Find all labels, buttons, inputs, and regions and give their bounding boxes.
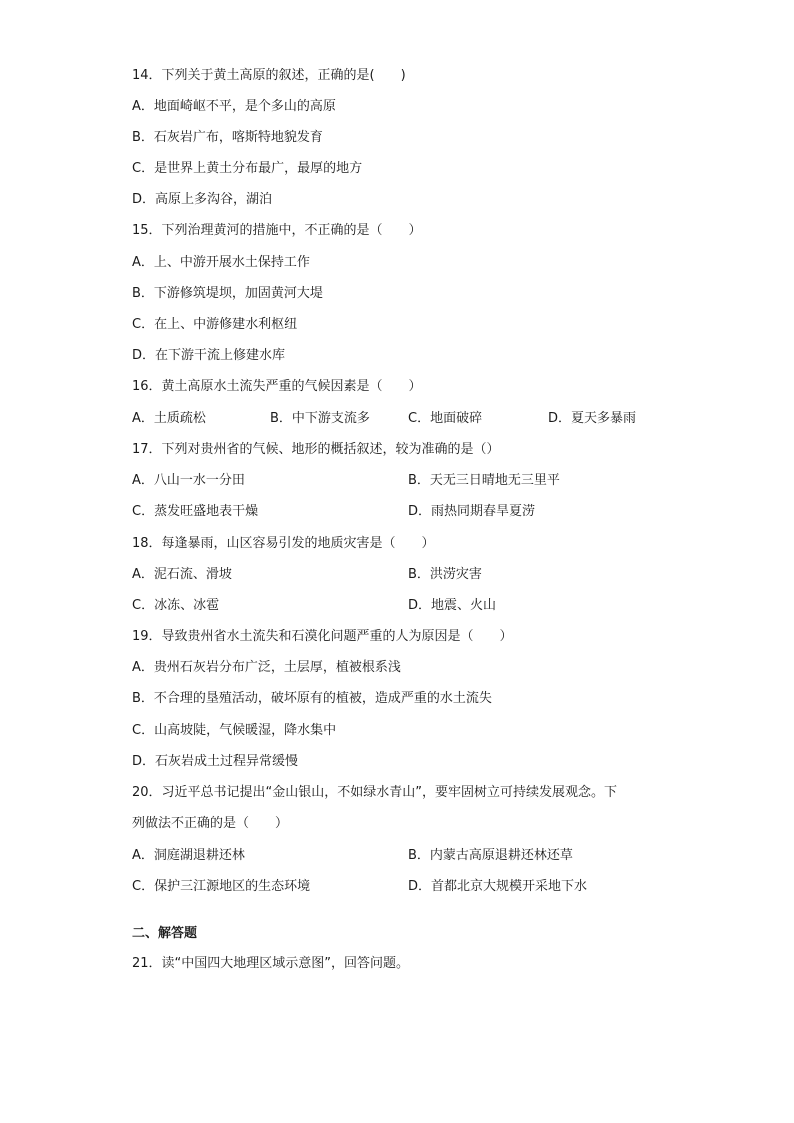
section-title: 二、解答题 — [132, 926, 198, 941]
q19-option-b: B．不合理的垦殖活动，破坏原有的植被，造成严重的水土流失 — [132, 691, 492, 706]
q20-option-c: C．保护三江源地区的生态环境 — [132, 879, 311, 894]
q15-option-b: B．下游修筑堤坝，加固黄河大堤 — [132, 286, 323, 301]
q21-stem: 21．读“中国四大地理区域示意图”，回答问题。 — [132, 956, 410, 971]
q17-stem: 17．下列对贵州省的气候、地形的概括叙述，较为准确的是（） — [132, 442, 500, 457]
q20-stem-line1: 20．习近平总书记提出“金山银山，不如绿水青山”，要牢固树立可持续发展观念。下 — [132, 785, 618, 800]
q18-option-b: B．洪涝灾害 — [408, 567, 482, 582]
q16-option-a: A．土质疏松 — [132, 411, 206, 426]
q20-option-d: D．首都北京大规模开采地下水 — [408, 879, 588, 894]
q19-option-d: D．石灰岩成土过程异常缓慢 — [132, 754, 299, 769]
q20-option-b: B．内蒙古高原退耕还林还草 — [408, 848, 573, 863]
q16-option-c: C．地面破碎 — [408, 411, 483, 426]
q14-option-d: D．高原上多沟谷，湖泊 — [132, 192, 273, 207]
q15-option-a: A．上、中游开展水土保持工作 — [132, 255, 310, 270]
q18-stem: 18．每逢暴雨，山区容易引发的地质灾害是（ ） — [132, 536, 435, 551]
q16-option-b: B．中下游支流多 — [270, 411, 370, 426]
q16-option-d: D．夏天多暴雨 — [548, 411, 637, 426]
q14-option-b: B．石灰岩广布，喀斯特地貌发育 — [132, 130, 323, 145]
q20-option-a: A．洞庭湖退耕还林 — [132, 848, 245, 863]
q18-option-a: A．泥石流、滑坡 — [132, 567, 232, 582]
q19-stem: 19．导致贵州省水土流失和石漠化问题严重的人为原因是（ ） — [132, 629, 513, 644]
q16-stem: 16．黄土高原水土流失严重的气候因素是（ ） — [132, 379, 422, 394]
q14-option-c: C．是世界上黄土分布最广，最厚的地方 — [132, 161, 363, 176]
q17-option-d: D．雨热同期春旱夏涝 — [408, 504, 536, 519]
q15-option-c: C．在上、中游修建水利枢纽 — [132, 317, 298, 332]
q14-stem: 14．下列关于黄土高原的叙述，正确的是( ) — [132, 68, 406, 83]
q18-option-c: C．冰冻、冰雹 — [132, 598, 220, 613]
q19-option-c: C．山高坡陡，气候暖湿，降水集中 — [132, 723, 337, 738]
q19-option-a: A．贵州石灰岩分布广泛，土层厚，植被根系浅 — [132, 660, 401, 675]
q14-option-a: A．地面崎岖不平，是个多山的高原 — [132, 99, 336, 114]
q17-option-a: A．八山一水一分田 — [132, 473, 245, 488]
q15-option-d: D．在下游干流上修建水库 — [132, 348, 286, 363]
q15-stem: 15．下列治理黄河的措施中，不正确的是（ ） — [132, 223, 422, 238]
q17-option-b: B．天无三日晴地无三里平 — [408, 473, 560, 488]
q17-option-c: C．蒸发旺盛地表干燥 — [132, 504, 259, 519]
q18-option-d: D．地震、火山 — [408, 598, 497, 613]
q20-stem-line2: 列做法不正确的是（ ） — [132, 816, 289, 831]
